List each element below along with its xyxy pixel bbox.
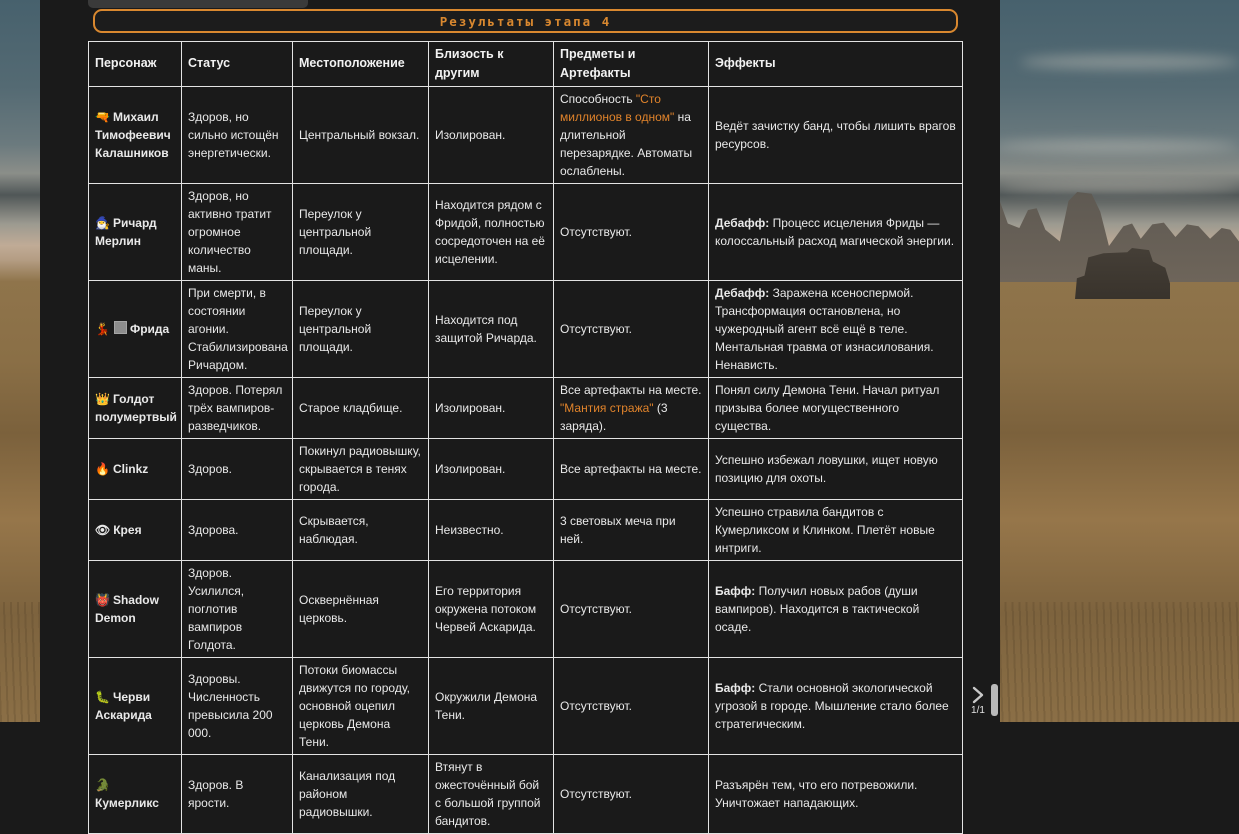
cell-effects <box>709 280 963 377</box>
cell-proximity: Окружили Демона Тени. <box>429 657 554 754</box>
column-header: Предметы и Артефакты <box>554 42 709 87</box>
missing-glyph-box <box>114 321 127 334</box>
cell-status: Здоров, но активно тратит огромное количество маны. <box>182 183 293 280</box>
character-icon: 🐊 <box>95 777 110 792</box>
cell-status: Здорова. <box>182 499 293 560</box>
page-title: Результаты этапа 4 <box>439 13 612 29</box>
character-name: Фрида <box>129 321 170 336</box>
column-header: Статус <box>182 42 293 87</box>
cell-text-segment: Процесс исцеления Фриды — колоссальный расход магической энергии. <box>715 215 955 248</box>
cell-effects <box>709 499 963 560</box>
table-row <box>89 499 963 560</box>
cell-text-segment: Ведёт зачистку банд, чтобы лишить врагов ресурсов. <box>715 118 956 151</box>
column-header: Персонаж <box>89 42 182 87</box>
cell-character <box>89 438 182 499</box>
character-icon: 🧙‍♂️ <box>95 215 110 230</box>
column-header: Близость к другим <box>429 42 554 87</box>
cell-status: Здоров, но сильно истощён энергетически. <box>182 86 293 183</box>
cell-status: Здоровы. Численность превысила 200 000. <box>182 657 293 754</box>
scrollbar-thumb[interactable] <box>991 684 998 716</box>
cell-text-segment: Успешно стравила бандитов с Кумерликсом и Клинком. Плетёт новые интриги. <box>715 504 935 555</box>
cell-status: Здоров. В ярости. <box>182 754 293 833</box>
cell-location: Потоки биомассы движутся по городу, основной оцепил церковь Демона Тени. <box>293 657 429 754</box>
cell-status: Здоров. Потерял трёх вампиров-разведчиков. <box>182 377 293 438</box>
cell-items <box>554 438 709 499</box>
table-row <box>89 86 963 183</box>
table-row <box>89 657 963 754</box>
table-row <box>89 280 963 377</box>
cell-character <box>89 377 182 438</box>
results-table <box>88 41 963 834</box>
cloud-shape <box>1020 55 1239 69</box>
cell-items <box>554 657 709 754</box>
cell-character <box>89 86 182 183</box>
cell-text-segment: Способность <box>560 91 636 106</box>
stage-results-title <box>93 9 958 33</box>
cell-status: Здоров. <box>182 438 293 499</box>
cell-items <box>554 560 709 657</box>
cell-text-segment: "Сто миллионов в одном" <box>560 91 675 124</box>
cell-text-segment: Все артефакты на месте. <box>560 382 702 397</box>
character-icon: 👹 <box>95 592 110 607</box>
character-icon: 🔫 <box>95 109 110 124</box>
cell-location: Переулок у центральной площади. <box>293 280 429 377</box>
cell-text-segment: Понял силу Демона Тени. Начал ритуал призыва более могущественного существа. <box>715 382 940 433</box>
page-indicator: 1/1 <box>971 705 985 716</box>
cell-status: Здоров. Усилился, поглотив вампиров Голдота. <box>182 560 293 657</box>
cell-text-segment: Стали основной экологической угрозой в городе. Мышление стало более стратегическим. <box>715 680 949 731</box>
cell-text-segment: на длительной перезарядке. Автоматы ослаблены. <box>560 109 693 178</box>
cell-effects <box>709 754 963 833</box>
cell-text-segment: "Мантия стража" <box>560 400 654 415</box>
cell-text-segment: (3 заряда). <box>560 400 668 433</box>
cell-text-segment: Успешно избежал ловушки, ищет новую позицию для охоты. <box>715 452 938 485</box>
cell-proximity: Изолирован. <box>429 86 554 183</box>
cell-character <box>89 657 182 754</box>
previous-block-remnant <box>88 0 308 8</box>
cell-proximity: Неизвестно. <box>429 499 554 560</box>
cell-text-segment: Отсутствуют. <box>560 698 632 713</box>
character-name: Голдот полумертвый <box>95 391 177 424</box>
cloud-shape <box>990 140 1239 152</box>
column-header: Эффекты <box>709 42 963 87</box>
cell-text-segment: Отсутствуют. <box>560 224 632 239</box>
table-row <box>89 438 963 499</box>
cell-effects <box>709 560 963 657</box>
cell-location: Покинул радиовышку, скрывается в тенях города. <box>293 438 429 499</box>
cell-character <box>89 183 182 280</box>
results-panel <box>40 0 1000 828</box>
cell-proximity: Изолирован. <box>429 377 554 438</box>
character-name: Shadow Demon <box>95 592 159 625</box>
cell-character <box>89 754 182 833</box>
column-header: Местоположение <box>293 42 429 87</box>
table-row <box>89 377 963 438</box>
cell-location: Переулок у центральной площади. <box>293 183 429 280</box>
cell-location: Старое кладбище. <box>293 377 429 438</box>
cell-location: Центральный вокзал. <box>293 86 429 183</box>
cell-character <box>89 499 182 560</box>
cell-text-segment: Дебафф: <box>715 215 770 230</box>
character-icon: 🔥 <box>95 461 110 476</box>
character-icon: 👑 <box>95 391 110 406</box>
character-name: Михаил Тимофеевич Калашников <box>95 109 171 160</box>
character-icon: 👁 <box>95 522 111 537</box>
cell-text-segment: Отсутствуют. <box>560 601 632 616</box>
cell-proximity: Изолирован. <box>429 438 554 499</box>
character-name: Clinkz <box>112 461 149 476</box>
cell-status: При смерти, в состоянии агонии. Стабилизирована Ричардом. <box>182 280 293 377</box>
cell-effects <box>709 183 963 280</box>
character-name: Черви Аскарида <box>95 689 152 722</box>
cell-text-segment: Отсутствуют. <box>560 786 632 801</box>
cell-text-segment: Дебафф: <box>715 285 770 300</box>
cell-items <box>554 86 709 183</box>
cell-text-segment: Получил новых рабов (души вампиров). Находится в тактической осаде. <box>715 583 920 634</box>
header-row <box>89 42 963 87</box>
cloud-shape <box>1000 182 1239 192</box>
cell-location: Канализация под районом радиовышки. <box>293 754 429 833</box>
table-row <box>89 560 963 657</box>
cell-effects <box>709 438 963 499</box>
cell-items <box>554 377 709 438</box>
cell-effects <box>709 657 963 754</box>
character-icon: 🐛 <box>95 689 110 704</box>
cell-proximity: Втянут в ожесточённый бой с большой группой бандитов. <box>429 754 554 833</box>
cell-text-segment: Бафф: <box>715 680 756 695</box>
cell-location: Скрывается, наблюдая. <box>293 499 429 560</box>
table-row <box>89 754 963 833</box>
cell-text-segment: Отсутствуют. <box>560 321 632 336</box>
cell-text-segment: 3 световых меча при ней. <box>560 513 676 546</box>
cell-text-segment: Все артефакты на месте. <box>560 461 702 476</box>
character-name: Кумерликс <box>95 795 159 810</box>
cell-character <box>89 560 182 657</box>
cell-effects <box>709 377 963 438</box>
cell-items <box>554 183 709 280</box>
cell-location: Осквернённая церковь. <box>293 560 429 657</box>
cell-items <box>554 499 709 560</box>
cell-proximity: Находится под защитой Ричарда. <box>429 280 554 377</box>
cell-effects <box>709 86 963 183</box>
next-page-button[interactable] <box>968 684 988 706</box>
character-icon: 💃 <box>95 321 110 336</box>
cell-proximity: Находится рядом с Фридой, полностью сосредоточен на её исцелении. <box>429 183 554 280</box>
cell-character <box>89 280 182 377</box>
chevron-right-icon <box>972 686 984 704</box>
cell-items <box>554 280 709 377</box>
character-name: Крея <box>113 522 142 537</box>
cell-proximity: Его территория окружена потоком Червей Аскарида. <box>429 560 554 657</box>
table-row <box>89 183 963 280</box>
cell-text-segment: Разъярён тем, что его потревожили. Уничтожает нападающих. <box>715 777 918 810</box>
cell-text-segment: Бафф: <box>715 583 756 598</box>
cell-items <box>554 754 709 833</box>
cell-text-segment: Заражена ксеноспермой. Трансформация остановлена, но чужеродный агент всё ещё в теле. Ментальная травма от изнасилования. Ненависть. <box>715 285 934 372</box>
character-name: Ричард Мерлин <box>95 215 157 248</box>
